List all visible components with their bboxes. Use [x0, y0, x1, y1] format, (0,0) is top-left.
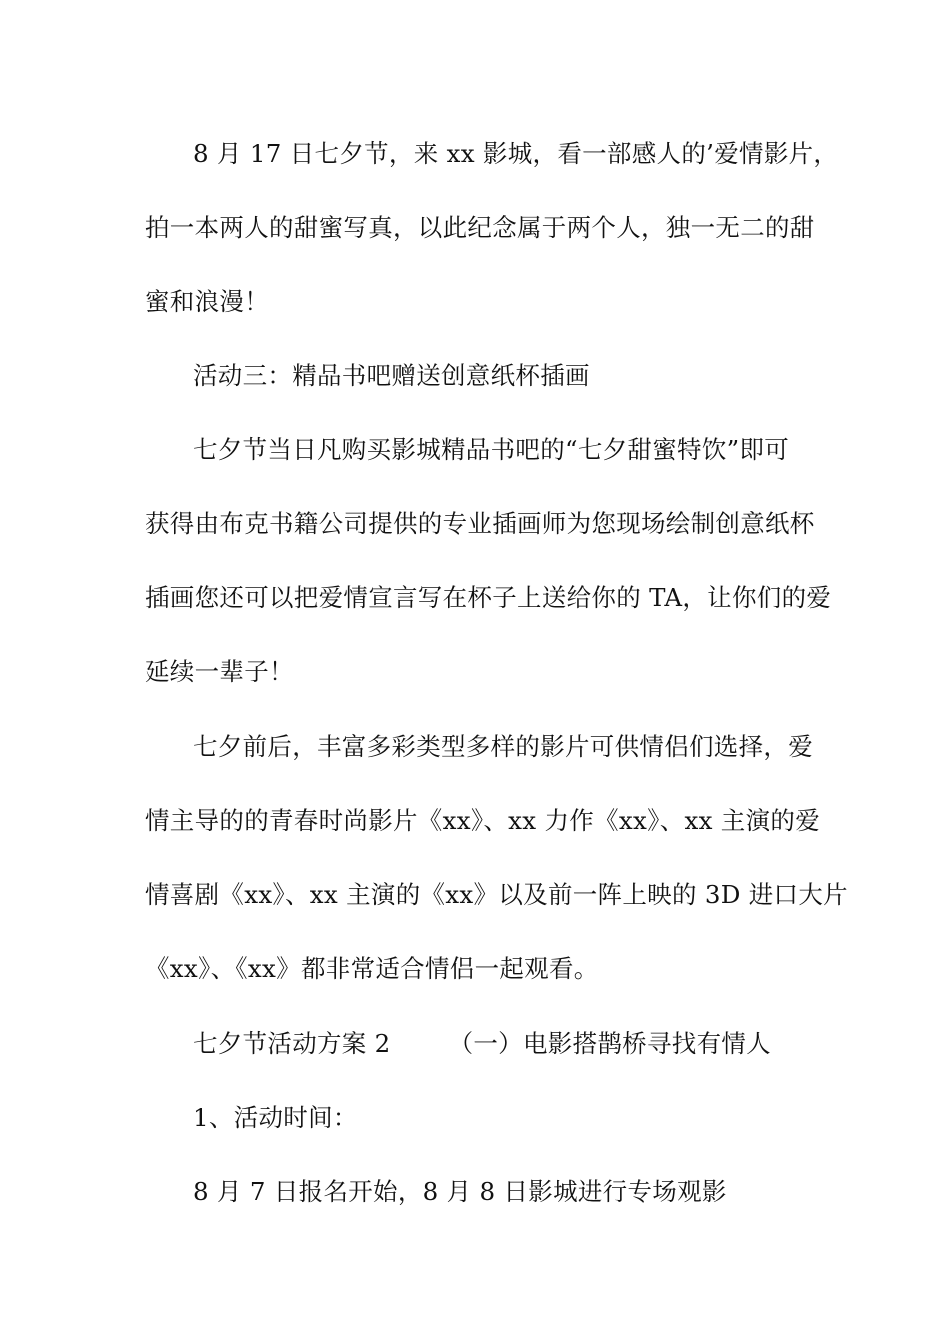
section-heading: 活动三：精品书吧赠送创意纸杯插画 — [193, 361, 590, 390]
plan-subtitle: （一）电影搭鹊桥寻找有情人 — [448, 1029, 771, 1058]
paragraph-line: 插画您还可以把爱情宣言写在杯子上送给你的 TA，让你们的爱 — [145, 583, 832, 612]
paragraph-line: 拍一本两人的甜蜜写真，以此纪念属于两个人，独一无二的甜 — [145, 213, 815, 242]
paragraph-line: 8 月 17 日七夕节，来 xx 影城，看一部感人的’爱情影片， — [193, 139, 839, 168]
plan-title: 七夕节活动方案 2 — [193, 1029, 391, 1058]
paragraph-line: 蜜和浪漫！ — [145, 287, 269, 316]
paragraph-line: 情主导的的青春时尚影片《xx》、xx 力作《xx》、xx 主演的爱 — [145, 806, 821, 835]
activity-time-value: 8 月 7 日报名开始，8 月 8 日影城进行专场观影 — [193, 1177, 727, 1206]
paragraph-line: 获得由布克书籍公司提供的专业插画师为您现场绘制创意纸杯 — [145, 509, 815, 538]
paragraph-line: 七夕节当日凡购买影城精品书吧的“七夕甜蜜特饮”即可 — [193, 435, 790, 464]
paragraph-line: 情喜剧《xx》、xx 主演的《xx》以及前一阵上映的 3D 进口大片 — [145, 880, 848, 909]
plan-heading-line — [193, 1028, 858, 1060]
paragraph-line: 延续一辈子！ — [145, 657, 294, 686]
paragraph-line: 《xx》、《xx》都非常适合情侣一起观看。 — [145, 954, 599, 983]
activity-time-label: 1、活动时间： — [193, 1103, 358, 1132]
paragraph-line: 七夕前后，丰富多彩类型多样的影片可供情侣们选择，爱 — [193, 732, 813, 761]
